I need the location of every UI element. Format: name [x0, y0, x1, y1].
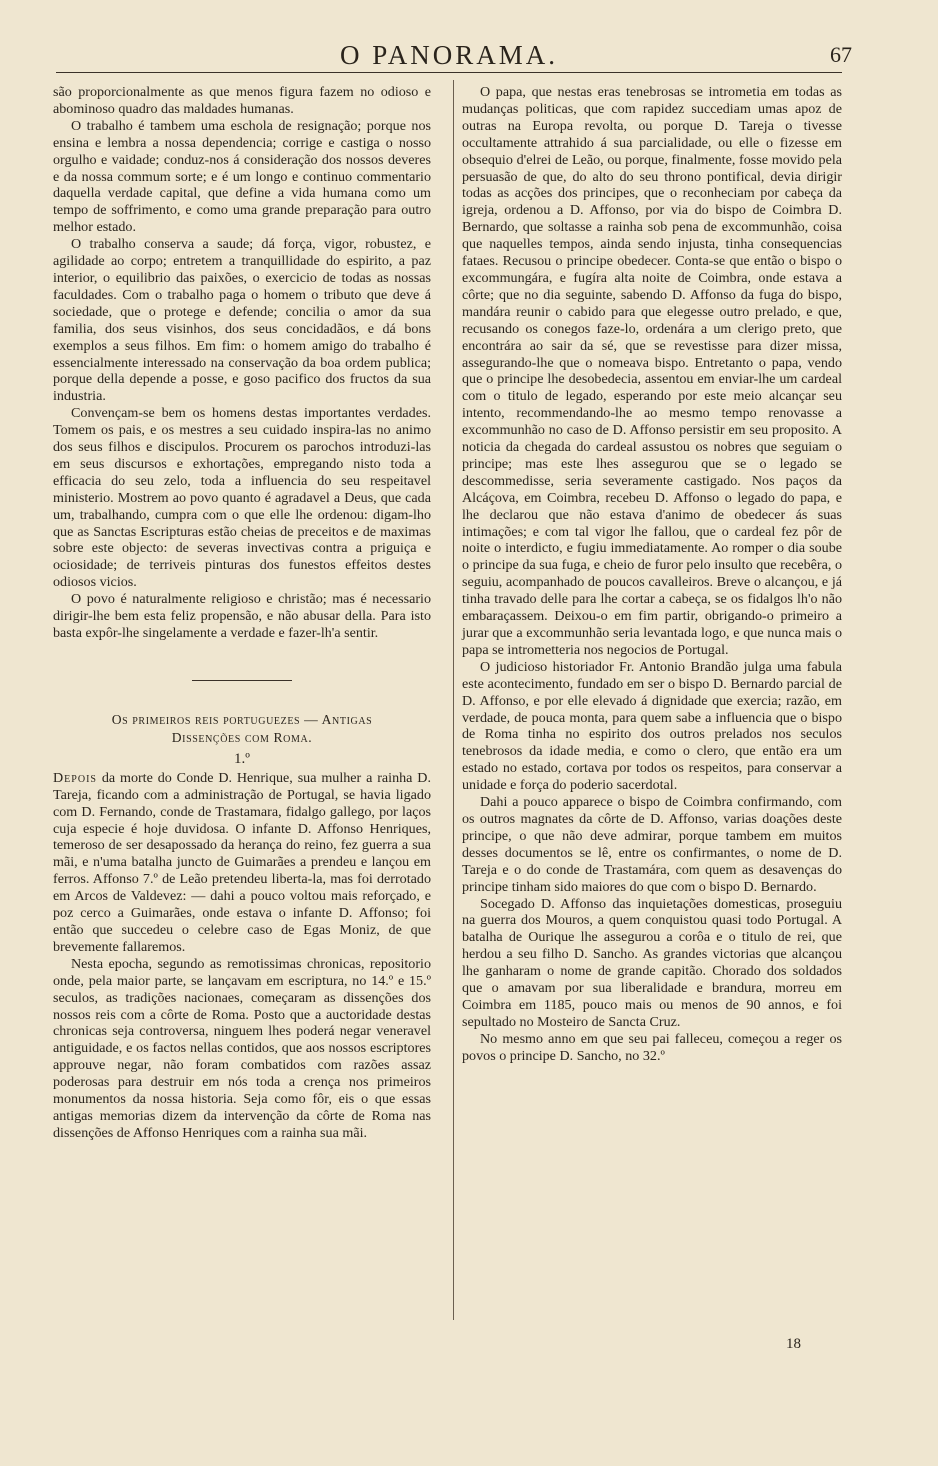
dropcap-word: Depois — [53, 769, 97, 786]
column-divider — [453, 80, 454, 1320]
paragraph: O judicioso historiador Fr. Antonio Brandão julga uma fabula este acontecimento, fundado em ser o bispo D. Bernardo parcial de D. Affonso, e por elle elevado á dignidade que exercia; razão, em verdade, de pouca monta, para quem sabe a influencia que o bispo de Roma tinha no espirito dos outros prelados nos seculos tenebrosos da idade media, e como o clero, que então era um estado no estado, cortava por todos os respeitos, para conservar a unidade e força do poderio sacerdotal. — [462, 658, 842, 794]
paragraph-first — [53, 770, 431, 956]
left-column — [53, 84, 431, 1142]
paragraph: Dahi a pouco apparece o bispo de Coimbra confirmando, com os outros magnates da côrte de D. Affonso, varias doações deste principe, o que não deve admirar, porque tambem em muitos desses documentos se lê, entre os confirmantes, o nome de D. Tareja e o do conde de Trastamára, com quem as desavenças do principe tinham sido maiores do que com o bispo D. Bernardo. — [462, 794, 842, 895]
section-number: 1.º — [234, 750, 250, 767]
paragraph-first-text: da morte do Conde D. Henrique, sua mulher a rainha D. Tareja, ficando com a administração de Portugal, se havia ligado com D. Fernando, conde de Trastamara, fidalgo gallego, por laços cuja especie é hoje duvidosa. O infante D. Affonso Henriques, temeroso de ser desapossado da herança do reino, fez guerra a sua mãi, e n'uma batalha juncto de Guimarães a prendeu e lançou em ferros. Affonso 7.º de Leão pretendeu liberta-la, mas foi derrotado em Arcos de Valdevez: — dahi a pouco voltou mais reforçado, e poz cerco a Guimarães, onde estava o infante D. Affonso; foi então que succedeu o celebre caso de Egas Moniz, de que brevemente fallaremos. — [53, 769, 431, 955]
section-title-line-1: Os primeiros reis portuguezes — Antigas — [111, 711, 373, 727]
page-header — [56, 38, 852, 73]
paragraph: Socegado D. Affonso das inquietações domesticas, proseguiu na guerra dos Mouros, a quem conquistou quasi todo Portugal. A batalha de Ourique lhe assegurou a corôa e o titulo de rei, que herdou a seu filho D. Sancho. As grandes victorias que alcançou lhe ganharam o nome de grande capitão. Chorado dos soldados que o amavam por sua liberalidade e brandura, morreu em Coimbra em 1185, pouco mais ou menos de 90 annos, e foi sepultado no Mosteiro de Sancta Cruz. — [462, 895, 842, 1030]
paragraph: Convençam-se bem os homens destas importantes verdades. Tomem os pais, e os mestres a seu cuidado inspira-las no animo dos seus filhos e discipulos. Procurem os parochos introduzi-las em seus discursos e exhortações, empregando nisto toda a efficacia do seu zelo, toda a influencia do seu respeitavel ministerio. Mostrem ao povo quanto é agradavel a Deus, que cada um, trabalhando, cumpra com o que elle lhe ordenou: digam-lho que as Sanctas Escripturas estão cheias de preceitos e de maximas sobre este objecto: de severas invectivas contra a priguiça e ociosidade; de terriveis pinturas dos funestos effeitos destes odiosos vicios. — [53, 405, 431, 591]
paragraph: No mesmo anno em que seu pai falleceu, começou a reger os povos o principe D. Sancho, no 32.º — [462, 1030, 842, 1064]
section-title-line-2: Dissenções com Roma. — [171, 729, 313, 745]
printer-signature-mark: 18 — [786, 1336, 801, 1352]
paragraph: O papa, que nestas eras tenebrosas se intrometia em todas as mudanças politicas, que com rapidez succediam umas apoz de outras na Europa revolta, ou porque D. Tareja o tivesse occultamente attrahido á sua parcialidade, ou elle o fizesse em obsequio d'elrei de Leão, ou porque, finalmente, fosse movido pela persuasão de que, do alto do seu throno pontifical, devia dirigir todas as acções dos principes, que o reconheciam por cabeça da igreja, ordenou a D. Affonso, por via do bispo de Coimbra D. Bernardo, que soltasse a rainha sob pena de excommunhão, coisa que naquelles tempos, ainda sendo injusta, tinha consequencias fataes. Recusou o principe obedecer. Conta-se que então o bispo o excommungára, e fugíra alta noite de Coimbra, onde estava a côrte; que no dia seguinte, sabendo D. Affonso da fuga do bispo, mandára reunir o cabido para que elegesse outro prelado, e que, recusando os conegos faze-lo, ordenára a um clerigo preto, que encontrára ao sair da sé, que se revestisse para dizer missa, assegurando-lhe que o nomeava bispo. Entretanto o papa, vendo que o principe lhe desobedecia, assentou em enviar-lhe um cardeal com o titulo de legado, esperando por este meio alcançar seu intento, recommendando-lhe ao mesmo tempo renovasse a excommunhão no caso de D. Affonso persistir em seu proposito. A noticia da chegada do cardeal assustou os nobres que seguiam o principe; mas este lhes assegurou que se o legado se descommedisse, seria severamente castigado. Nos paços da Alcáçova, em Coimbra, recebeu D. Affonso o legado do papa, e lhe declarou que não estava d'animo de obedecer ás suas intimações; e com tal vigor lhe fallou, que o cardeal fez pôr de noite o interdicto, e fugiu immediatamente. Ao romper o dia soube o principe da sua fuga, e cheio de furor pelo insulto que recebêra, o seguiu, acompanhado de poucos cavalleiros. Breve o alcançou, e já tinha travado delle para lhe cortar a cabeça, se os fidalgos lh'o não embaraçassem. Deixou-o em fim partir, obrigando-o primeiro a jurar que a excommunhão seria levantada logo, e que nunca mais o papa se intrometteria nos negocios de Portugal. — [462, 84, 842, 658]
right-column — [462, 84, 842, 1065]
paragraph: O povo é naturalmente religioso e christão; mas é necessario dirigir-lhe bem esta feliz propensão, e não abusar della. Para isto basta expôr-lhe singelamente a verdade e fazer-lh'a sentir. — [53, 591, 431, 641]
page-number: 67 — [830, 42, 852, 67]
paragraph: Nesta epocha, segundo as remotissimas chronicas, repositorio onde, pela maior parte, se lançavam em escriptura, no 14.º e 15.º seculos, as tradições nacionaes, começaram as dissenções dos nossos reis com a côrte de Roma. Posto que a auctoridade destas chronicas seja controversa, ninguem lhes poderá negar veneravel antiguidade, e os factos nellas contidos, que aos nossos escriptores approuve negar, não foram combatidos com razões assaz poderosas para destruir em nós toda a crença nos primeiros monumentos da nossa historia. Seja como fôr, eis o que essas antigas memorias dizem da intervenção da côrte de Roma nas dissenções de Affonso Henriques com a rainha sua mãi. — [53, 955, 431, 1141]
paragraph: são proporcionalmente as que menos figura fazem no odioso e abominoso quadro das maldades humanas. — [53, 84, 431, 117]
page-title: O PANORAMA. — [339, 40, 559, 70]
paragraph: O trabalho conserva a saude; dá força, vigor, robustez, e agilidade ao corpo; entretem a tranquillidade do espirito, a paz interior, o equilibrio das paixões, o exercicio de todas as nossas faculdades. Com o trabalho paga o homem o tributo que deve á sociedade, que o protege e defende; concilia o amor da sua familia, dos seus visinhos, dos seus concidadãos, e dá bons exemplos a seus filhos. Em fim: o homem amigo do trabalho é essencialmente interessado na conservação da boa ordem publica; porque della depende a posse, e goso pacifico dos fructos da sua industria. — [53, 236, 431, 405]
paragraph: O trabalho é tambem uma eschola de resignação; porque nos ensina e lembra a nossa dependencia; corrige e castiga o nosso orgulho e vaidade; conduz-nos á consideração dos nossos deveres e da nossa commum sorte; e é um longo e continuo commentario daquella verdade capital, que define a vida humana como um tempo de soffrimento, e como uma grande preparação para outro melhor estado. — [53, 117, 431, 236]
section-separator — [192, 680, 292, 681]
